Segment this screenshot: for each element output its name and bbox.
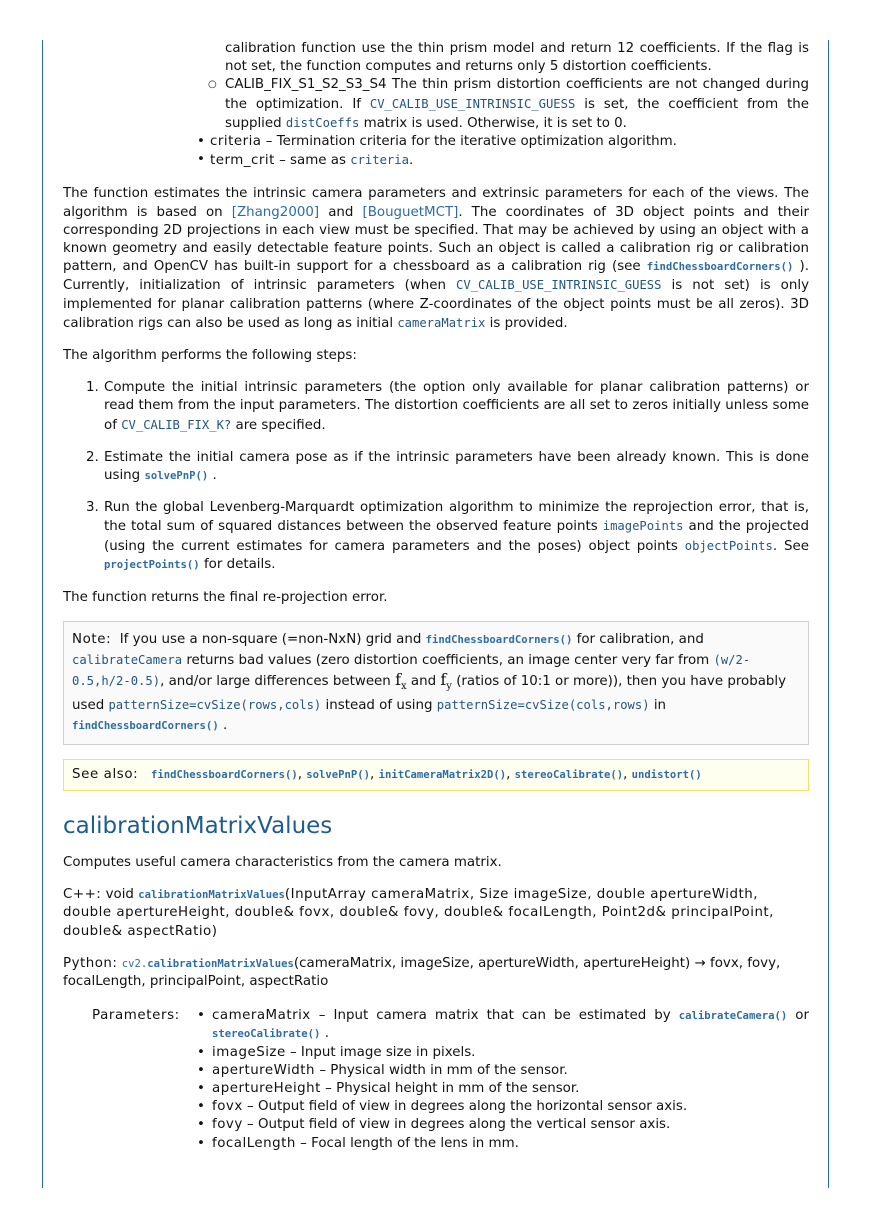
list-item: 3. Run the global Levenberg-Marquardt optimization algorithm to minimize the reprojection error, that is, the total sum of squared distances between the observed feature points imagePoints and the projected (using the current estimates for camera parameters and the poses) object points objectPoints. See projectPoints() for details.	[86, 500, 809, 572]
see-also-link[interactable]: solvePnP()	[306, 768, 371, 781]
code-ref: distCoeffs	[285, 115, 360, 130]
code-ref: CV_CALIB_USE_INTRINSIC_GUESS	[456, 278, 662, 293]
doc-page	[63, 40, 809, 1153]
link-solvepnp[interactable]: solvePnP()	[144, 470, 209, 483]
flag-name: CALIB_FIX_S1_S2_S3_S4	[225, 77, 387, 93]
list-item: 1. Compute the initial intrinsic parameters (the option only available for planar calibration patterns) or read them from the input parameters. The distortion coefficients are all set to zeros initially unless some of CV_CALIB_FIX_K? are specified.	[86, 380, 809, 433]
see-also-label: See also:	[72, 766, 139, 782]
list-item: • term_crit – same as criteria.	[210, 151, 809, 170]
math-fx: $f_x$	[395, 669, 407, 693]
math-fy: $f_y$	[440, 669, 452, 693]
list-item: • cameraMatrix – Input camera matrix that can be estimated by calibrateCamera() or stereoCalibrate() .	[212, 1007, 809, 1043]
steps-list	[63, 379, 809, 574]
list-item: • fovx – Output field of view in degrees along the horizontal sensor axis.	[212, 1098, 809, 1116]
link-projectpoints[interactable]: projectPoints()	[104, 558, 200, 571]
list-item: • fovy – Output field of view in degrees along the vertical sensor axis.	[212, 1116, 809, 1134]
list-item: • apertureHeight – Physical height in mm of the sensor.	[212, 1080, 809, 1098]
page-border-right	[828, 40, 829, 1188]
note-label: Note:	[72, 632, 112, 648]
page-border-left	[42, 40, 43, 1188]
flags-sublist	[63, 40, 809, 133]
code-ref: imagePoints	[602, 519, 684, 534]
see-also-link[interactable]: initCameraMatrix2D()	[378, 768, 507, 781]
parameters-label: Parameters:	[92, 1008, 180, 1024]
list-item: • criteria – Termination criteria for the iterative optimization algorithm.	[210, 133, 809, 151]
circle-bullet-icon: ○	[208, 79, 217, 91]
python-signature: Python: cv2.calibrationMatrixValues(cameraMatrix, imageSize, apertureWidth, apertureHeight) → fovx, fovy, focalLength, principalPoint, aspectRatio	[63, 955, 781, 989]
see-also-box: See also: findChessboardCorners(), solvePnP(), initCameraMatrix2D(), stereoCalibrate(), undistort()	[63, 759, 809, 791]
code-ref: CV_CALIB_USE_INTRINSIC_GUESS	[369, 96, 576, 111]
parameters-list	[63, 1007, 809, 1153]
list-item: 2. Estimate the initial camera pose as if the intrinsic parameters have been already known. This is done using solvePnP() .	[86, 449, 809, 484]
link-findchessboardcorners[interactable]: findChessboardCorners()	[425, 634, 573, 647]
code-ref: calibrateCamera	[72, 652, 183, 667]
list-item: • imageSize – Input image size in pixels.	[212, 1044, 809, 1062]
section-summary: Computes useful camera characteristics from the camera matrix.	[63, 854, 502, 870]
cpp-signature: C++: void calibrationMatrixValues(InputArray cameraMatrix, Size imageSize, double apertureWidth, double apertureHeight, double& fovx, double& fovy, double& focalLength, Point2d& principalPoint, double& aspectRatio)	[63, 887, 774, 939]
see-also-link[interactable]: stereoCalibrate()	[514, 768, 624, 781]
code-ref: objectPoints	[684, 538, 773, 553]
note-box: Note: If you use a non-square (=non-NxN) grid and findChessboardCorners() for calibration, and calibrateCamera returns bad values (zero distortion coefficients, an image center very far from (w/2-0.5,h/2-0.5), and/or large differences between $f_x$ and $f_y$ (ratios of 10:1 or more)), then you have probably used patternSize=cvSize(rows,cols) instead of using patternSize=cvSize(cols,rows) in findChessboardCorners() .	[63, 621, 809, 745]
code-ref: CV_CALIB_FIX_K?	[121, 417, 232, 432]
code-ref: patternSize=cvSize(cols,rows)	[436, 698, 650, 713]
see-also-link[interactable]: undistort()	[631, 768, 702, 781]
code-ref: patternSize=cvSize(rows,cols)	[108, 698, 322, 713]
citation-link-bouguetmct[interactable]: [BouguetMCT]	[362, 204, 459, 220]
description-paragraph: The function estimates the intrinsic camera parameters and extrinsic parameters for each of the views. The algorithm is based on [Zhang2000] and [BouguetMCT]. The coordinates of 3D object points and their corresponding 2D projections in each view must be specified. That may be achieved by using an object with a known geometry and easily detectable feature points. Such an object is called a calibration rig or calibration pattern, and OpenCV has built-in support for a chessboard as a calibration rig (see findChessboardCorners() ). Currently, initialization of intrinsic parameters (when CV_CALIB_USE_INTRINSIC_GUESS is not set) is only implemented for planar calibration patterns (where Z-coordinates of the object points must be all zeros). 3D calibration rigs can also be used as long as initial cameraMatrix is provided.	[63, 186, 809, 331]
parameters-block	[63, 1007, 809, 1153]
function-name: calibrationMatrixValues	[147, 957, 294, 970]
link-findchessboardcorners[interactable]: findChessboardCorners()	[646, 261, 794, 274]
see-also-link[interactable]: findChessboardCorners()	[151, 768, 298, 781]
function-name: calibrationMatrixValues	[138, 889, 285, 902]
code-ref: criteria	[350, 153, 409, 168]
code-ref: (w/2-0.5,h/2-0.5)	[72, 652, 751, 688]
list-item: ○ CALIB_FIX_S1_S2_S3_S4 The thin prism distortion coefficients are not changed during the optimization. If CV_CALIB_USE_INTRINSIC_GUESS is set, the coefficient from the supplied distCoeffs matrix is used. Otherwise, it is set to 0.	[208, 77, 809, 131]
params-list-tail	[63, 133, 809, 170]
link-calibratecamera[interactable]: calibrateCamera()	[678, 1010, 788, 1023]
list-item: • apertureWidth – Physical width in mm of the sensor.	[212, 1062, 809, 1080]
steps-intro: The algorithm performs the following steps:	[63, 348, 357, 364]
link-stereocalibrate[interactable]: stereoCalibrate()	[212, 1028, 321, 1041]
code-ref: cameraMatrix	[397, 315, 486, 330]
returns-paragraph: The function returns the final re-projection error.	[63, 590, 388, 606]
section-title: calibrationMatrixValues	[63, 812, 333, 839]
list-item: calibration function use the thin prism model and return 12 coefficients. If the flag is not set, the function computes and returns only 5 distortion coefficients.	[225, 41, 809, 75]
link-findchessboardcorners[interactable]: findChessboardCorners()	[72, 719, 219, 732]
citation-link-zhang2000[interactable]: [Zhang2000]	[231, 204, 320, 220]
list-item: • focalLength – Focal length of the lens in mm.	[212, 1135, 809, 1153]
